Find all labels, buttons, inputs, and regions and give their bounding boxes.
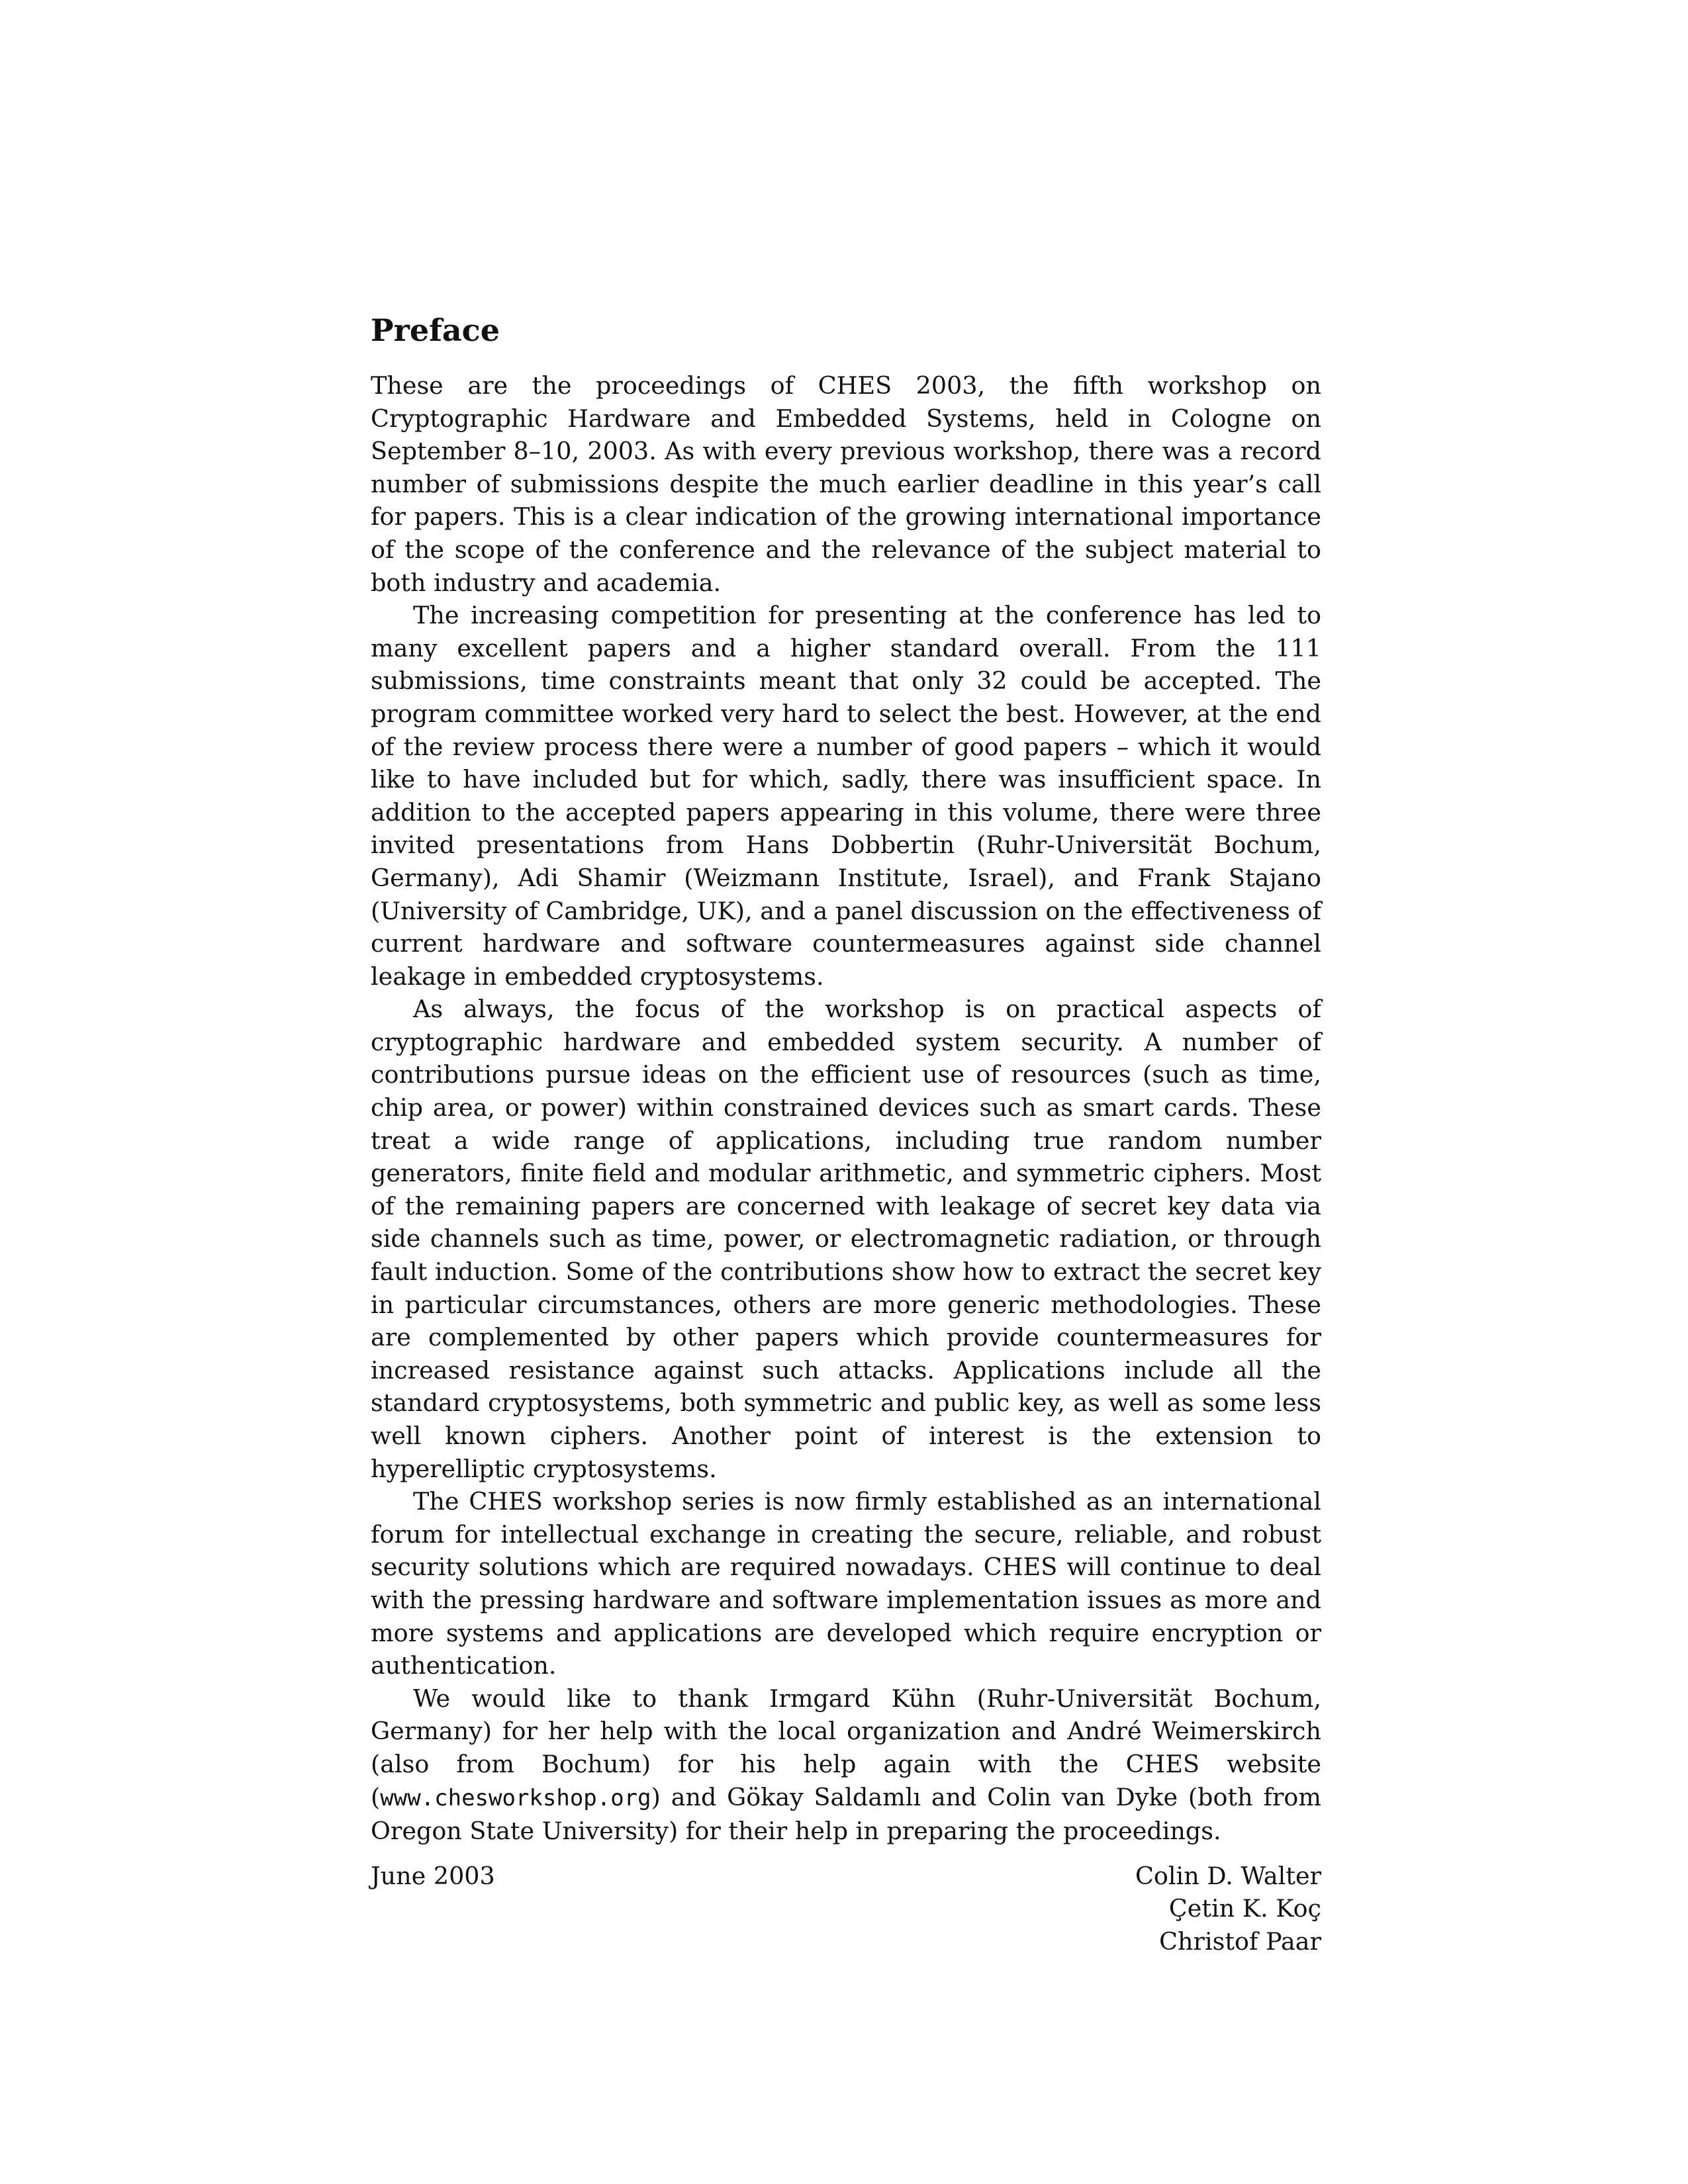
acknowledgements-text-start: We would like to thank Irmgard Kühn (Ruhr-Universität Bochum, Germany) for her help with the local organization and André Weimerskirch (also from Bochum) for his help again with the CHES website ( [371,1684,1321,1811]
signature-block [371,1860,1321,1958]
page-title: Preface [371,312,500,348]
signer-name: Christof Paar [1159,1927,1321,1956]
paragraph-1: These are the proceedings of CHES 2003, the fifth workshop on Cryptographic Hardware and Embedded Systems, held in Cologne on September 8–10, 2003. As with every previous workshop, there was a record number of submissions despite the much earlier deadline in this year’s call for papers. This is a clear indication of the growing international importance of the scope of the conference and the relevance of the subject material to both industry and academia. [371,371,1321,597]
acknowledgements-paragraph [371,1682,1321,1848]
signer-list [1135,1860,1321,1958]
signer-name: Çetin K. Koç [1168,1894,1321,1923]
workshop-website-url: www.chesworkshop.org [380,1784,651,1811]
paragraph-2: The increasing competition for presenting at the conference has led to many excellent papers and a higher standard overall. From the 111 submissions, time constraints meant that only 32 could be accepted. The program committee worked very hard to select the best. However, at the end of the review process there were a number of good papers – which it would like to have included but for which, sadly, there was insufficient space. In addition to the accepted papers appearing in this volume, there were three invited presentations from Hans Dobbertin (Ruhr-Universität Bochum, Germany), Adi Shamir (Weizmann Institute, Israel), and Frank Stajano (University of Cambridge, UK), and a panel discussion on the effectiveness of current hardware and software countermeasures against side channel leakage in embedded cryptosystems. [371,601,1321,991]
signer-name: Colin D. Walter [1135,1861,1321,1890]
acknowledgements-text-end: ) and Gökay Saldamlı and Colin van Dyke (both from Oregon State University) for their help in preparing the proceedings. [371,1782,1321,1846]
paragraph-3: As always, the focus of the workshop is on practical aspects of cryptographic hardware and embedded system security. A number of contributions pursue ideas on the efficient use of resources (such as time, chip area, or power) within constrained devices such as smart cards. These treat a wide range of applications, including true random number generators, finite field and modular arithmetic, and symmetric ciphers. Most of the remaining papers are concerned with leakage of secret key data via side channels such as time, power, or electromagnetic radiation, or through fault induction. Some of the contributions show how to extract the secret key in particular circumstances, others are more generic methodologies. These are complemented by other papers which provide countermeasures for increased resistance against such attacks. Applications include all the standard cryptosystems, both symmetric and public key, as well as some less well known ciphers. Another point of interest is the extension to hyperelliptic cryptosystems. [371,995,1321,1483]
preface-date: June 2003 [371,1861,495,1890]
paragraph-4: The CHES workshop series is now firmly established as an international forum for intellectual exchange in creating the secure, reliable, and robust security solutions which are required nowadays. CHES will continue to deal with the pressing hardware and software implementation issues as more and more systems and applications are developed which require encryption or authentication. [371,1487,1321,1680]
preface-page [371,311,1321,1958]
